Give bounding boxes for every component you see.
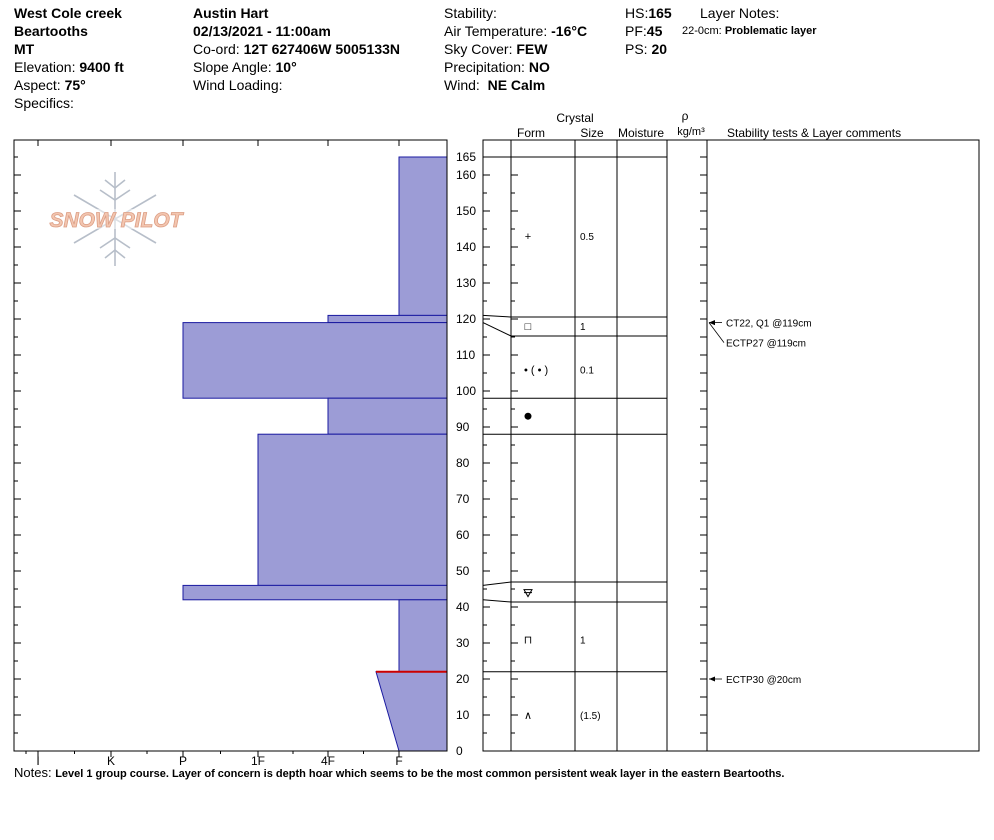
coord-label: Co-ord: — [193, 41, 240, 57]
aspect-label: Aspect: — [14, 77, 61, 93]
notes-label: Notes: — [14, 765, 52, 780]
hardness-tick-label: 1F — [250, 754, 266, 768]
rho-header: ρ — [681, 109, 689, 123]
depth-tick-label: 0 — [456, 744, 463, 758]
air-temp-value: -16°C — [551, 23, 588, 39]
precip-label: Precipitation: — [444, 59, 525, 75]
depth-tick-label: 30 — [456, 636, 470, 650]
crystal-form — [525, 413, 532, 420]
hs-label: HS: — [625, 5, 649, 21]
layer-connector — [483, 315, 511, 317]
crystal-table-frame — [483, 140, 979, 751]
ps-value: 20 — [651, 41, 668, 57]
depth-tick-label: 40 — [456, 600, 470, 614]
stability-test: ECTP27 @119cm — [726, 338, 806, 350]
depth-tick-label: 50 — [456, 564, 470, 578]
notes — [14, 765, 784, 780]
hardness-tick-label: P — [178, 754, 188, 768]
crystal-form: □ — [524, 321, 532, 334]
crystal-form: ∧ — [523, 710, 533, 722]
test-arrowhead — [709, 677, 715, 682]
crystal-size: 1 — [580, 635, 586, 647]
moisture-header: Moisture — [617, 126, 665, 140]
crystal-size: 0.1 — [580, 365, 594, 377]
hardness-bar — [399, 157, 447, 315]
comments-header: Stability tests & Layer comments — [727, 126, 902, 140]
logo-text: SNOW PILOT — [49, 209, 183, 232]
snowpilot-logo — [40, 172, 192, 266]
pf-label: PF: — [625, 23, 647, 39]
crystal-header: Crystal — [556, 111, 594, 125]
site-name: West Cole creek — [14, 5, 122, 21]
layer-connector — [483, 323, 511, 336]
pf-value: 45 — [646, 23, 663, 39]
observer-name: Austin Hart — [193, 5, 269, 21]
depth-tick-label: 110 — [456, 348, 476, 362]
stability-test: CT22, Q1 @119cm — [726, 318, 812, 330]
crystal-size: 1 — [580, 322, 586, 334]
aspect-value: 75° — [64, 77, 86, 93]
depth-tick-label: 60 — [456, 528, 470, 542]
depth-tick-label: 100 — [456, 384, 477, 398]
depth-tick-label: 165 — [456, 150, 477, 164]
depth-tick-label: 120 — [456, 312, 477, 326]
depth-tick-label: 140 — [456, 240, 477, 254]
layer-notes-range: 22-0cm: — [682, 25, 722, 37]
specifics-label: Specifics: — [14, 95, 74, 111]
elevation-label: Elevation: — [14, 59, 76, 75]
crystal-form: • ( • ) — [524, 364, 549, 377]
depth-tick-label: 130 — [456, 276, 477, 290]
hs-value: 165 — [648, 5, 672, 21]
crystal-size: (1.5) — [580, 711, 601, 722]
wind-label: Wind: — [444, 77, 480, 93]
depth-tick-label: 20 — [456, 672, 470, 686]
wind-loading-label: Wind Loading: — [193, 77, 283, 93]
slope-label: Slope Angle: — [193, 59, 272, 75]
depth-tick-label: 70 — [456, 492, 470, 506]
size-header: Size — [580, 126, 604, 140]
hardness-bar — [328, 315, 447, 322]
depth-tick-label: 90 — [456, 420, 470, 434]
coord-value: 12T 627406W 5005133N — [243, 41, 401, 57]
hardness-tick-label: K — [106, 754, 116, 768]
layer-connector — [483, 582, 511, 585]
density-unit-header: kg/m³ — [677, 126, 705, 138]
form-header: Form — [517, 126, 545, 140]
depth-tick-label: 160 — [456, 168, 477, 182]
elevation-value: 9400 ft — [79, 59, 124, 75]
depth-hoar-symbol — [524, 590, 532, 597]
crystal-form: ⊓ — [523, 634, 533, 647]
depth-tick-label: 150 — [456, 204, 477, 218]
test-pointer — [709, 323, 724, 343]
site-range: Beartooths — [14, 23, 88, 39]
crystal-form: + — [524, 231, 532, 244]
sky-value: FEW — [516, 41, 548, 57]
air-temp-label: Air Temperature: — [444, 23, 548, 39]
layer-notes-text: Problematic layer — [724, 25, 817, 37]
hardness-bar — [376, 672, 447, 751]
hardness-bar — [328, 398, 447, 434]
depth-tick-label: 10 — [456, 708, 470, 722]
precip-value: NO — [528, 59, 550, 75]
hardness-tick-label: 4F — [320, 754, 336, 768]
layer-connector — [483, 600, 511, 602]
hardness-plot — [14, 140, 447, 768]
stability-test: ECTP30 @20cm — [726, 675, 802, 686]
crystal-table — [483, 140, 979, 751]
site-state: MT — [14, 41, 35, 57]
slope-value: 10° — [275, 59, 297, 75]
wind-value: NE Calm — [487, 77, 546, 93]
crystal-size: 0.5 — [580, 232, 594, 244]
notes-text: Level 1 group course. Layer of concern is depth hoar which seems to be the most common persistent weak layer in the eastern Beartooths. — [55, 768, 785, 780]
hardness-tick-label: I — [36, 754, 40, 768]
hardness-bar — [183, 323, 447, 399]
hardness-bar — [183, 585, 447, 599]
hardness-bar — [399, 600, 447, 672]
layer-notes-title: Layer Notes: — [700, 5, 780, 21]
observation-datetime: 02/13/2021 - 11:00am — [193, 23, 331, 39]
stability-label: Stability: — [444, 5, 497, 21]
sky-label: Sky Cover: — [444, 41, 513, 57]
hardness-bar — [258, 434, 447, 585]
ps-label: PS: — [625, 41, 648, 57]
depth-tick-label: 80 — [456, 456, 470, 470]
hardness-tick-label: F — [395, 754, 403, 768]
